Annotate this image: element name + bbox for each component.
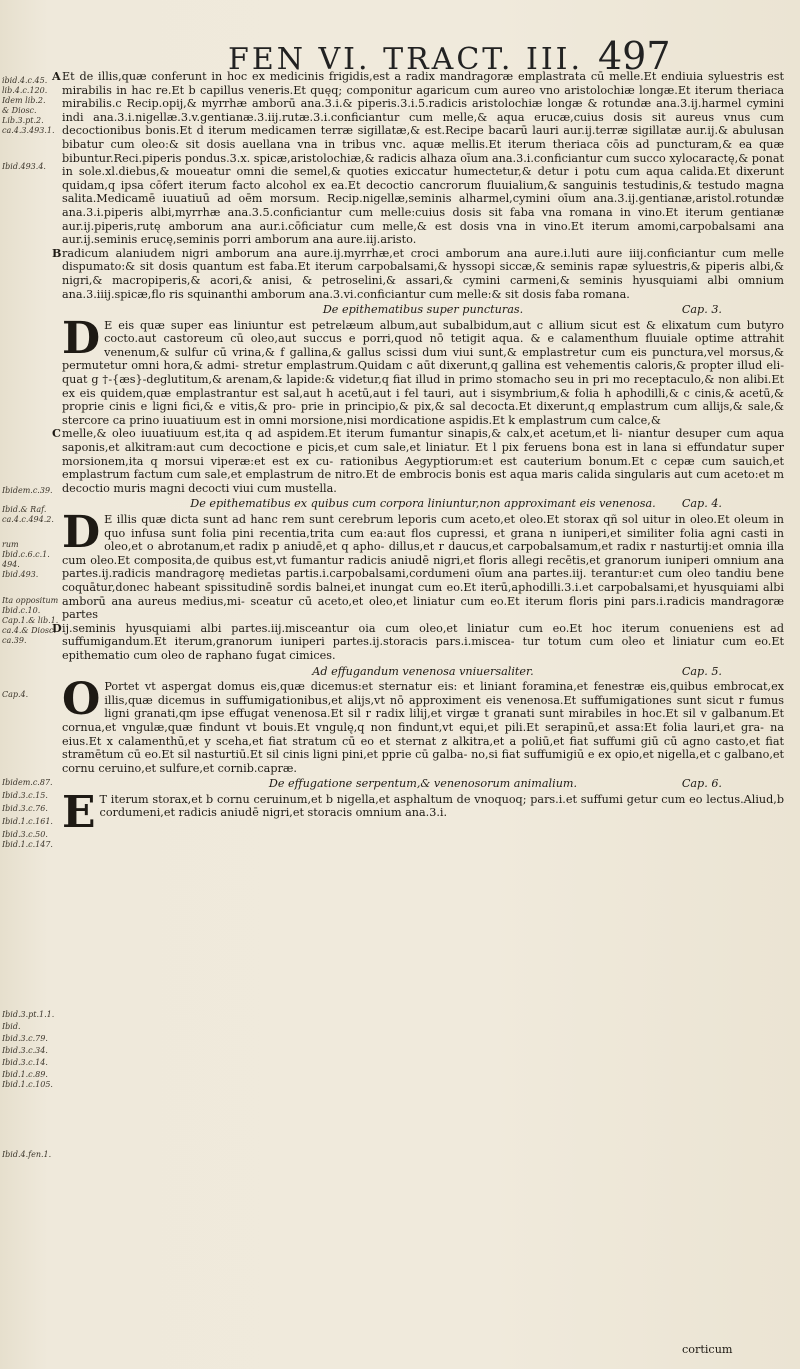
margin-notes-6 xyxy=(2,690,62,700)
margin-note: Cap.1.& lib.1. xyxy=(2,616,59,625)
paragraph-c xyxy=(52,426,784,495)
chapter-5-text xyxy=(62,674,784,775)
margin-note: Idem lib.2. xyxy=(2,96,46,105)
chapter-number: Cap. 3. xyxy=(681,303,722,317)
margin-note: 494. xyxy=(2,560,20,569)
drop-cap: D xyxy=(62,312,101,364)
margin-note: lib.4.c.120. xyxy=(2,86,48,95)
margin-note: Ibid.3.c.34. xyxy=(2,1046,48,1055)
chapter-number: Cap. 4. xyxy=(681,497,722,511)
margin-note: ca.4.3.493.1. xyxy=(2,126,55,135)
margin-notes-8 xyxy=(2,1010,62,1090)
paragraph-text: Portet vt aspergat domus eis,quæ dicemus:et sternatur eis: et liniant foramina,et fenestræ eis,quibus embrocat,ex illis,quæ dicemus in suffumigationibus,et alijs,vt nō approximent eis venenosa.Et suffumigationes sunt sicut r fumus ligni granati,qm ipse effugat venenosa.Et sil r radix lilij,et virgæ t granati sunt mirabiles in hoc.Et sil v galbanum.Et cornua,et vngulæ,quæ findunt vt bouis.Et vngulę,q non findunt,vt equi,et pili.Et serapinū,et assa:Et folia lauri,et gra- na eius.Et x calamenthū,et y sceha,et fiat stratum cū eo et sternat z alkitra,et a poliū,et fiat suffumi giū cū agno casto,et fiat stramētum cū eo.Et sil nasturtiū.Et sil cinis ligni pini,et pprie cū galba- no,si fiat suffumigiū e ex opio,et nigella,et c galbano,et cornu ceruino,et sulfure,et cornib.capræ. xyxy=(62,680,784,775)
margin-note: & Diosc. xyxy=(2,106,37,115)
margin-note: Ibid.1.c.105. xyxy=(2,1080,53,1089)
margin-note: Ibid.1.c.89. xyxy=(2,1070,48,1079)
paragraph-d xyxy=(52,620,784,663)
paragraph-text: T iterum storax,et b cornu ceruinum,et b nigella,et asphaltum de vnoquoq; pars.i.et suffumi getur cum eo lectus.Aliud,b cordumeni,et radicis aniudē nigri,et storacis omnium ana.3.i. xyxy=(99,792,784,820)
margin-notes-2 xyxy=(2,162,62,172)
catchword: corticum xyxy=(682,1343,733,1356)
paragraph-text: Et de illis,quæ conferunt in hoc ex medicinis frigidis,est a radix mandragoræ emplastrata cū melle.Et endiuia syluestris est mirabilis in hac re.Et b capillus veneris.Et quęq; componitur agaricum cum aureo vno aristolochiæ longæ.Et iterum theriaca mirabilis.c Recip.opij,& myrrhæ amborū ana.3.i.& piperis.3.i.5.radicis aristolochiæ longæ & rotundæ ana.3.ij.harmel cymini indi ana.3.i.nigellæ.3.v.gentianæ.3.iij.rutæ.3.i.conficiantur cum melle,& aqua erucæ,cuius dosis sit aureus vnus cum decoctionibus bonis.Et d iterum medicamen terræ sigillatæ,& est.Recipe bacarū lauri aur.ij.terræ sigillatæ aur.ij.& abulusan bibatur cum oleo:& sit dosis auellana vna in tribus vnc. aquæ mellis.Et iterum theriaca cōis ad puncturam,& ea quæ bibuntur.Reci.piperis pondus.3.x. spicæ,aristolochiæ,& radicis alhaza oīum ana.3.i.conficiantur cum succo xylocaractę,& ponat in sole.xl.diebus,& moueatur omni die semel,& quoties exiccatur humectetur,& detur i potu cum aqua calida.Et dixerunt quidam,q ipsa cōfert iterum facto alcohol ex ea.Et decoctio cancrorum fluuialium,& sanguinis testudinis,& testudo magna salita.Medicamē iuuatiuū ad oēm morsum. Recip.nigellæ,seminis alharmel,cymini oīum ana.3.ij.gentianæ,aristol.rotundæ ana.3.i.piperis albi,myrrhæ ana.3.5.conficiantur cum melle:cuius dosis sit faba vna romana in vino.Et iterum gentianæ aur.ij.piperis,rutę amborum ana aur.i.cōficiatur cum melle,& est dosis vna in vino.Et iterum amomi,carpobalsami ana aur.ij.seminis erucę,seminis porri amborum ana aure.iij.aristo. xyxy=(62,70,784,247)
section-letter: A xyxy=(52,69,61,83)
margin-note: Ibid.3.c.14. xyxy=(2,1058,48,1067)
page-number: 497 xyxy=(598,34,671,78)
margin-note: ca.4.c.494.2. xyxy=(2,515,54,524)
margin-note: Ibid.c.10. xyxy=(2,606,41,615)
margin-note: Ibid.& Raf. xyxy=(2,505,47,514)
margin-notes-1 xyxy=(2,76,62,136)
margin-note: Ibid.3.c.15. xyxy=(2,791,48,800)
margin-notes-4 xyxy=(2,540,62,580)
margin-note: Ibid.c.6.c.1. xyxy=(2,550,50,559)
margin-note: Ibid. xyxy=(2,1022,21,1031)
paragraph-text: E illis quæ dicta sunt ad hanc rem sunt cerebrum leporis cum aceto,et oleo.Et storax qñ sol uitur in oleo.Et oleum in quo infusa sunt folia pini recentia,trita cum ea:aut flos cupressi, et grana n iuniperi,et similiter folia agni casti in oleo,et o abrotanum,et radix p aniudē,et q apho- dillus,et r daucus,et carpobalsamum,et radix r nasturtij:et omnia illa cum oleo.Et composita,de quibus est,vt fumantur radicis aniudē nigri,et floris allegi recētis,et granorum iuniperi omnium ana partes.ij.radicis mandragorę medietas partis.i.carpobalsami,cordumeni oīum ana partes.iij. terantur:et cum oleo tandiu bene coquātur,donec habeant spissitudinē sordis balnei,et inungat cum eo.Et iterū,aphodilli.3.i.et carpobalsami,et hyusquiami albi amborū ana aureus medius,mi- sceatur cū aceto,et oleo,et liniatur cum eo.Et iterum floris pini pars.i.radicis mandragoræ partes xyxy=(62,513,784,622)
margin-note: ca.39. xyxy=(2,636,27,645)
chapter-number: Cap. 6. xyxy=(681,777,722,791)
section-letter: B xyxy=(52,245,62,260)
margin-note: ca.4.& Diosc. xyxy=(2,626,57,635)
margin-note: Ibid.493.4. xyxy=(2,162,46,171)
margin-note: Lib.3.pt.2. xyxy=(2,116,44,125)
margin-notes-3 xyxy=(2,486,62,525)
margin-note: Ibid.4.fen.1. xyxy=(2,1150,52,1159)
chapter-3-text xyxy=(62,312,784,428)
paragraph-text: melle,& oleo iuuatiuum est,ita q ad aspidem.Et iterum fumantur sinapis,& calx,et acetum,et li- niantur desuper cum aqua saponis,et alkitram:aut cum decoctione e picis,et cum sale,et liniatur. Et l pix feruens bona est in lana si effundatur super morsionem,ita q morsui viperæ:et est ex cu- rationibus Aegyptiorum:et est cauterium bonum.Et c cepæ cum sauich,et emplastrum factum cum sale,et emplastrum de nitro.Et de embrocis bonis est aqua maris calida singularis aut cum aceto:et m decoctio muris magni decocti viui cum mustella. xyxy=(62,427,784,495)
margin-note: Ibid.1.c.147. xyxy=(2,840,53,849)
paragraph-text: E eis quæ super eas liniuntur est petrelæum album,aut subalbidum,aut c allium sicut est & elixatum cum butyro cocto.aut castoreum cū oleo,aut succus e porri,quod nō tetigit aqua. & e calamenthum fluuiale optime attrahit venenum,& sulfur cū vrina,& f gallina,& gallus scissi dum viui sunt,& emplastretur cum eis punctura,vel morsus,& permutetur omni hora,& admi- stretur emplastrum.Quidam c aūt dixerunt,q gallina est vehementis caloris,& propter illud eli- quat g †-{æs}-deglutitum,& arenam,& lapide:& videtur,q fiat illud in primo stomacho seu in pri mo receptaculo,& non alibi.Et ex eis quidem,quæ emplastrantur est sal,aut h acetū,aut i fel tauri, aut i sisymbrium,& folia h aphodilli,& c cinis,& acetū,& proprie cinis e ligni fici,& e vitis,& pro- prie in principio,& pix,& sal decocta.Et dixerunt,q emplastrum cum allijs,& sale,& stercore ca prino iuuatiuum est in omni morsione,nisi mordicatione aspidis.Et k emplastrum cum calce,& xyxy=(62,318,784,427)
chapter-title: De epithematibus ex quibus cum corpora liniuntur,non approximant eis venenosa. xyxy=(190,497,656,511)
margin-note: Ibid.1.c.161. xyxy=(2,817,53,826)
paragraph-a xyxy=(52,69,784,247)
chapter-title: De epithematibus super puncturas. xyxy=(322,303,524,317)
margin-note: Ibid.3.c.79. xyxy=(2,1034,48,1043)
chapter-number: Cap. 5. xyxy=(681,664,722,678)
margin-note: Ibidem.c.39. xyxy=(2,486,53,495)
section-letter: C xyxy=(52,426,61,441)
chapter-heading-4 xyxy=(62,497,784,511)
running-head: FEN VI. TRACT. III. xyxy=(228,42,584,77)
chapter-6-text xyxy=(62,786,784,838)
chapter-heading-5 xyxy=(62,665,784,679)
drop-cap: O xyxy=(62,674,101,726)
drop-cap: E xyxy=(62,786,96,838)
margin-notes-7 xyxy=(2,778,62,850)
main-text xyxy=(52,69,784,838)
margin-notes-9 xyxy=(2,1150,62,1160)
margin-note: rum xyxy=(2,540,19,549)
chapter-title: Ad effugandum venenosa vniuersaliter. xyxy=(312,664,534,678)
chapter-heading-6 xyxy=(62,777,784,791)
chapter-title: De effugatione serpentum,& venenosorum animalium. xyxy=(268,777,578,791)
margin-note: Ibid.493. xyxy=(2,570,39,579)
section-letter: D xyxy=(52,620,62,635)
chapter-heading-3 xyxy=(62,303,784,317)
paragraph-text: radicum alaniudem nigri amborum ana aure.ij.myrrhæ,et croci amborum ana aure.i.luti aure iiij.conficiantur cum melle dispumato:& sit dosis quantum est faba.Et iterum carpobalsami,& hyssopi siccæ,& seminis rapæ syluestris,& piperis albi,& nigri,& macropiperis,& acori,& anisi, & petroselini,& assari,& cymini carmeni,& seminis hyusquiami albi omnium ana.3.iiij.spicæ,flo ris squinanthi amborum ana.3.vi.conficiantur cum melle:& sit dosis faba romana. xyxy=(62,246,784,301)
margin-note: Cap.4. xyxy=(2,690,29,699)
margin-note: Ibid.3.c.76. xyxy=(2,804,48,813)
paragraph-text: ij.seminis hyusquiami albi partes.iij.misceantur oia cum oleo,et liniatur cum eo.Et hoc iterum conueniens est ad suffumigandum.Et iterum,granorum iuniperi partes.ij.storacis pars.i.miscea- tur totum cum oleo et liniatur cum eo.Et epithematio cum oleo de raphano fugat cimices. xyxy=(62,621,784,662)
paragraph-b xyxy=(52,245,784,301)
drop-cap: D xyxy=(62,507,101,558)
chapter-4-text xyxy=(62,507,784,622)
margin-note: Ibidem.c.87. xyxy=(2,778,53,787)
margin-note: Ita oppositum xyxy=(2,596,59,605)
margin-note: Ibid.3.c.50. xyxy=(2,830,48,839)
margin-note: Ibid.3.pt.1.1. xyxy=(2,1010,55,1019)
margin-note: ibid.4.c.45. xyxy=(2,76,48,85)
